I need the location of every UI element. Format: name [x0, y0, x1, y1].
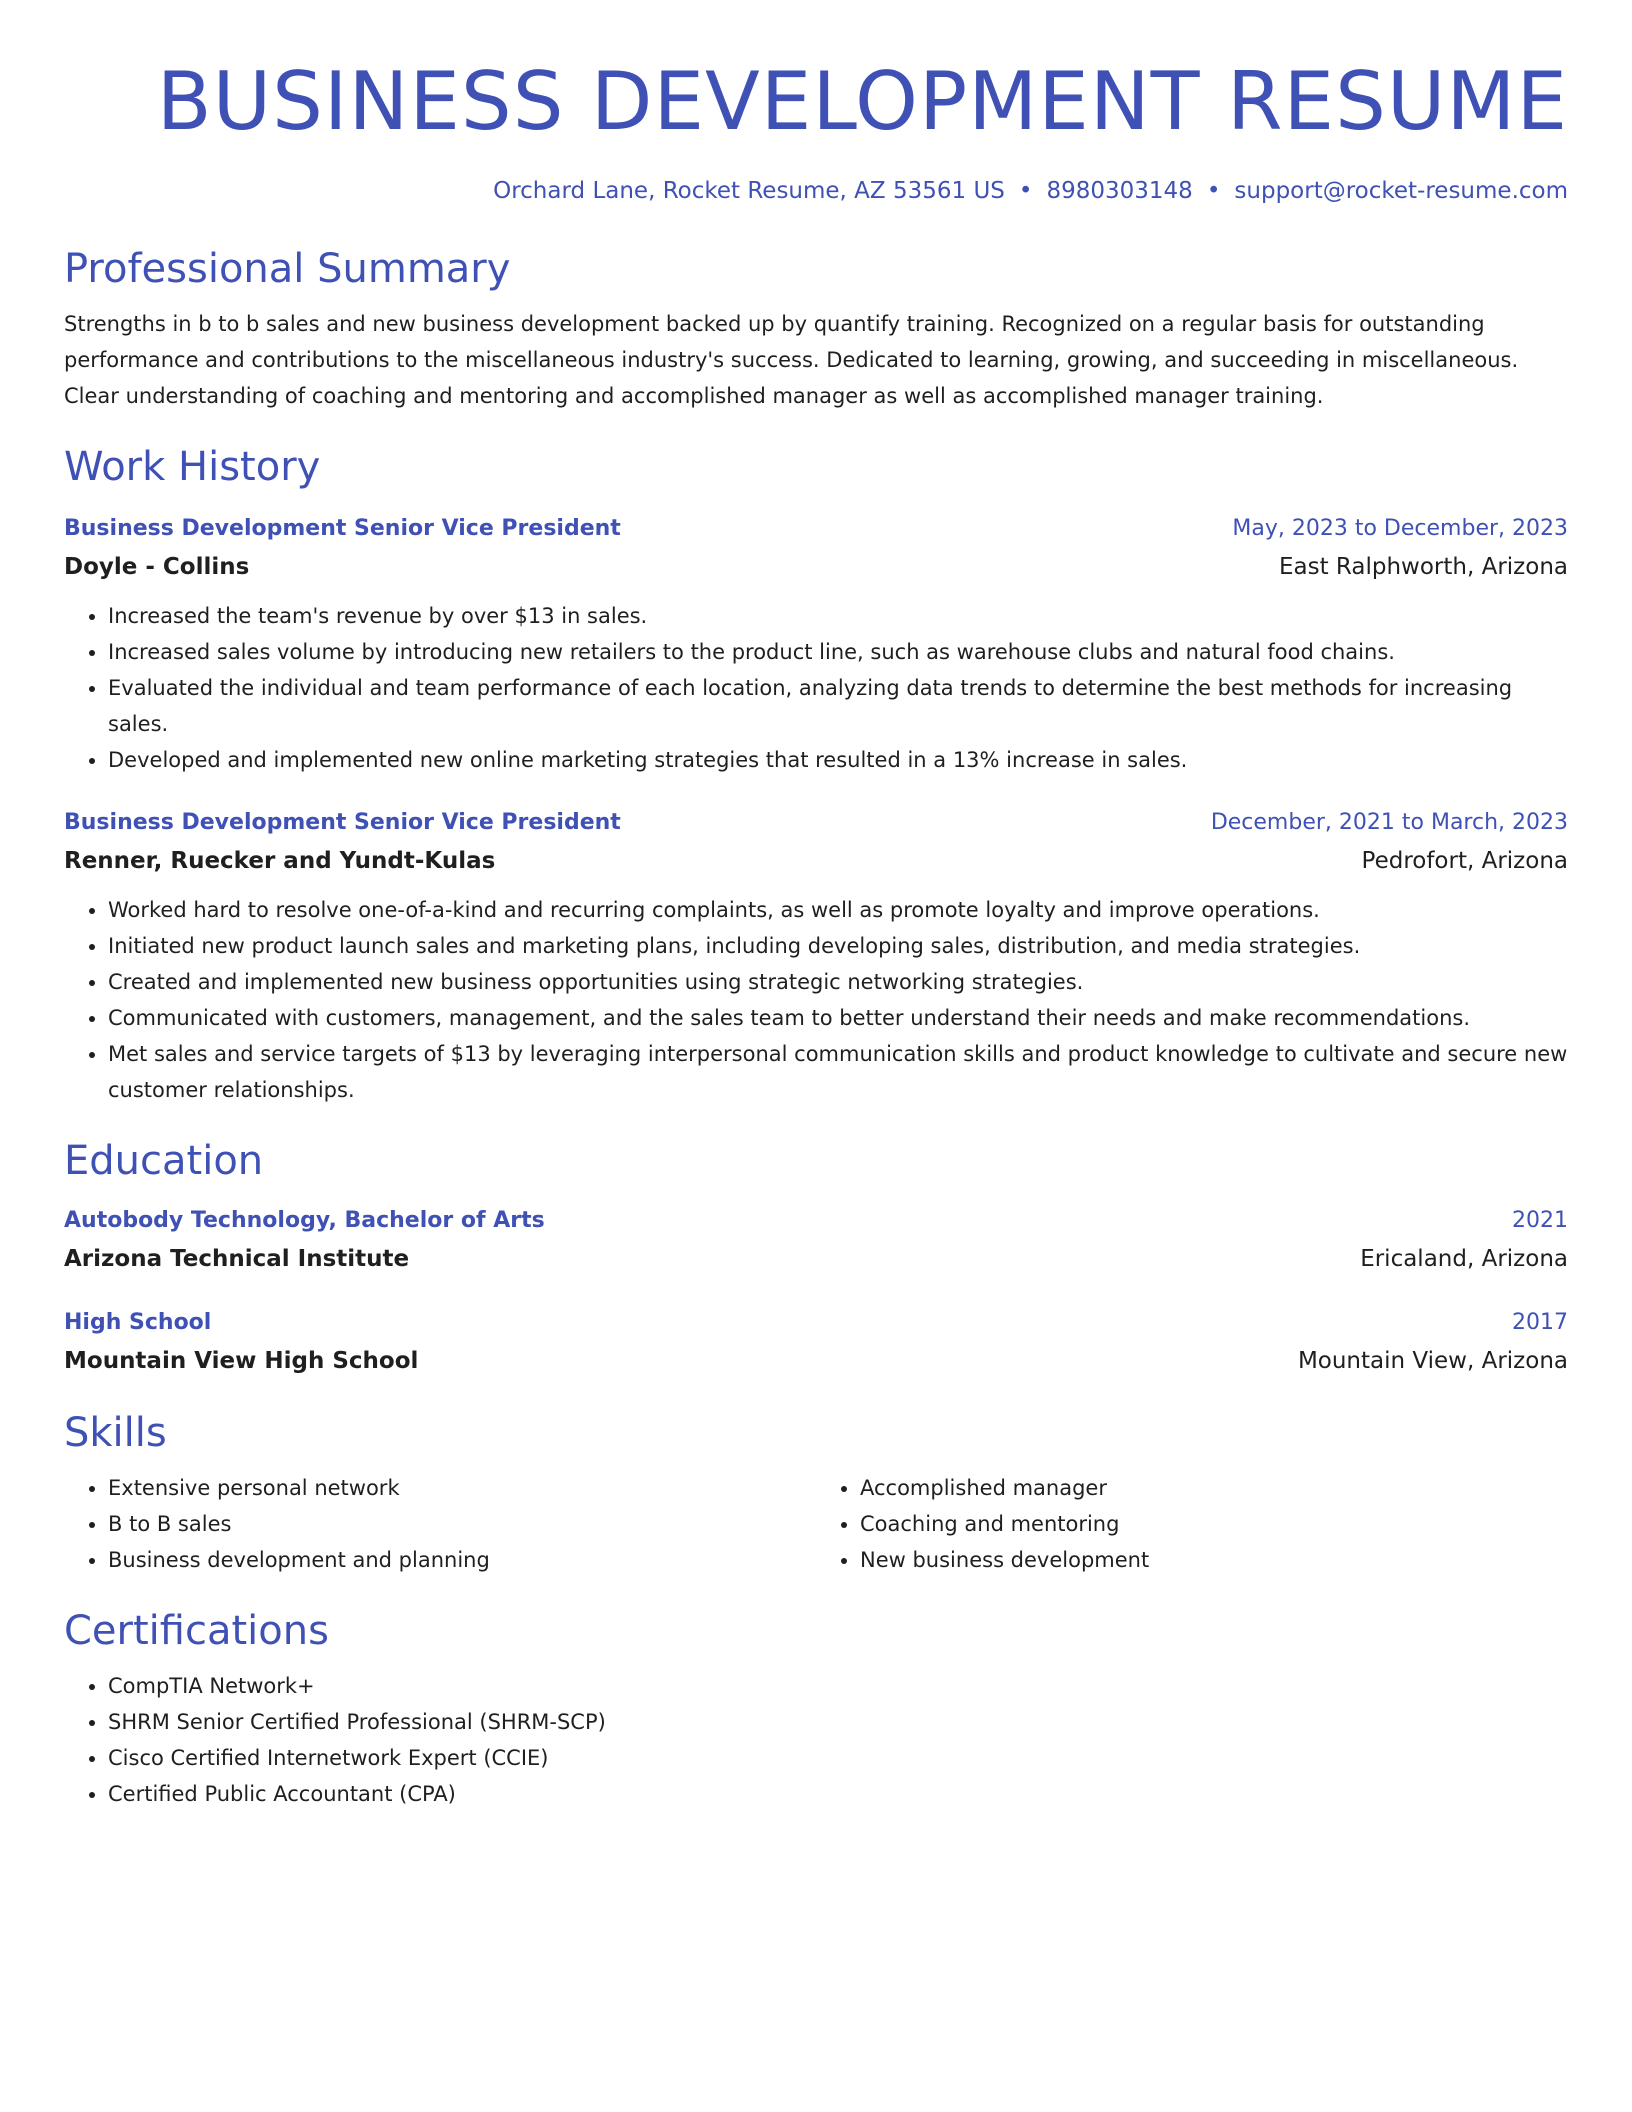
certification-item: • Certified Public Accountant (CPA): [108, 1776, 1568, 1812]
education-heading: Education: [64, 1138, 264, 1184]
certification-item: • CompTIA Network+: [108, 1668, 1568, 1704]
job-bullet: • Created and implemented new business opportunities using strategic networking strategies.: [108, 964, 1568, 1000]
certification-item: • SHRM Senior Certified Professional (SHRM-SCP): [108, 1704, 1568, 1740]
contact-phone: 8980303148: [1046, 178, 1193, 204]
resume-title: BUSINESS DEVELOPMENT RESUME: [156, 55, 1568, 148]
contact-line: [64, 176, 1568, 206]
skill-item: • Business development and planning: [108, 1542, 816, 1578]
contact-email: support@rocket-resume.com: [1234, 178, 1568, 204]
skill-item: • B to B sales: [108, 1506, 816, 1542]
job-entry: [64, 510, 1568, 778]
contact-separator: •: [1206, 178, 1221, 204]
job-bullets: [64, 892, 1568, 1108]
education-year: 2021: [1512, 1208, 1568, 1233]
job-bullet: • Worked hard to resolve one-of-a-kind and recurring complaints, as well as promote loyalty and improve operations.: [108, 892, 1568, 928]
job-dates: December, 2021 to March, 2023: [1210, 810, 1568, 835]
education-header-row: [64, 1304, 1568, 1342]
contact-address: Orchard Lane, Rocket Resume, AZ 53561 US: [493, 178, 1005, 204]
job-bullet: • Increased the team's revenue by over $13 in sales.: [108, 598, 1568, 634]
job-header-row: [64, 804, 1568, 842]
skill-item: • Coaching and mentoring: [860, 1506, 1568, 1542]
skill-item: • Accomplished manager: [860, 1470, 1568, 1506]
skill-item: • New business development: [860, 1542, 1568, 1578]
job-company-row: [64, 548, 1568, 586]
job-bullet: • Initiated new product launch sales and marketing plans, including developing sales, distribution, and media strategies.: [108, 928, 1568, 964]
job-company: Renner, Ruecker and Yundt-Kulas: [64, 848, 496, 874]
skills-columns: [64, 1470, 1568, 1578]
certifications-heading: Certifications: [64, 1608, 329, 1654]
education-location: Ericaland, Arizona: [1360, 1246, 1568, 1272]
education-entry: [64, 1304, 1568, 1380]
education-school: Arizona Technical Institute: [64, 1246, 410, 1272]
skill-item: • Extensive personal network: [108, 1470, 816, 1506]
skills-heading: Skills: [64, 1410, 167, 1456]
job-bullet: • Increased sales volume by introducing new retailers to the product line, such as warehouse clubs and natural food chains.: [108, 634, 1568, 670]
job-location: East Ralphworth, Arizona: [1278, 554, 1568, 580]
job-bullet: • Met sales and service targets of $13 by leveraging interpersonal communication skills and product knowledge to cultivate and secure new customer relationships.: [108, 1036, 1568, 1108]
certification-item: • Cisco Certified Internetwork Expert (CCIE): [108, 1740, 1568, 1776]
job-role: Business Development Senior Vice President: [64, 810, 621, 835]
job-role: Business Development Senior Vice President: [64, 516, 621, 541]
job-header-row: [64, 510, 1568, 548]
work-history-heading: Work History: [64, 444, 321, 490]
job-bullet: • Developed and implemented new online marketing strategies that resulted in a 13% increase in sales.: [108, 742, 1568, 778]
education-location: Mountain View, Arizona: [1297, 1348, 1568, 1374]
education-school-row: [64, 1240, 1568, 1278]
education-header-row: [64, 1202, 1568, 1240]
job-company-row: [64, 842, 1568, 880]
skills-left-list: [64, 1470, 816, 1578]
job-company: Doyle - Collins: [64, 554, 250, 580]
job-bullets: [64, 598, 1568, 778]
education-entry: [64, 1202, 1568, 1278]
education-school-row: [64, 1342, 1568, 1380]
job-bullet: • Communicated with customers, management, and the sales team to better understand their needs and make recommendations.: [108, 1000, 1568, 1036]
job-dates: May, 2023 to December, 2023: [1232, 516, 1568, 541]
job-location: Pedrofort, Arizona: [1361, 848, 1568, 874]
contact-separator: •: [1018, 178, 1033, 204]
education-year: 2017: [1512, 1310, 1568, 1335]
summary-heading: Professional Summary: [64, 246, 511, 292]
education-degree: Autobody Technology, Bachelor of Arts: [64, 1208, 545, 1233]
summary-text: Strengths in b to b sales and new business development backed up by quantify training. Recognized on a regular basis for outstanding performance and contributions to the miscellaneous industry's success. Dedicated to learning, growing, and succeeding in miscellaneous. Clear understanding of coaching and mentoring and accomplished manager as well as accomplished manager training.: [64, 312, 1519, 408]
job-bullet: • Evaluated the individual and team performance of each location, analyzing data trends to determine the best methods for increasing sales.: [108, 670, 1568, 742]
job-entry: [64, 804, 1568, 1108]
skills-right-list: [816, 1470, 1568, 1578]
certifications-list: [64, 1668, 1568, 1812]
education-school: Mountain View High School: [64, 1348, 419, 1374]
education-degree: High School: [64, 1310, 212, 1335]
